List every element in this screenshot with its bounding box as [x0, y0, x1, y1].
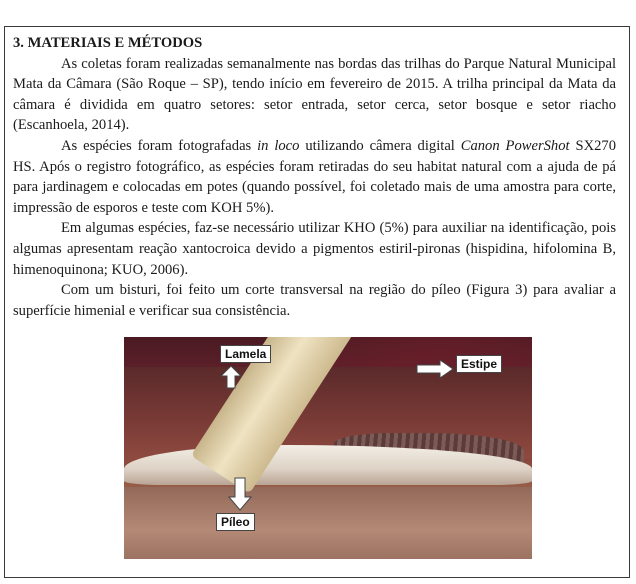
paragraph-2-a: As espécies foram fotografadas: [61, 137, 258, 154]
paragraph-4: Com um bisturi, foi feito um corte transversal na região do píleo (Figura 3) para avaliar a superfície himenial e verificar sua consistência.: [13, 282, 616, 319]
paragraph-3: Em algumas espécies, faz-se necessário utilizar KHO (5%) para auxiliar na identificação, pois algumas apresentam reação xantocroica devido a pigmentos estiril-pironas (hispidina, hifolomina B, himenoquinona; KUO, 2006).: [13, 220, 616, 278]
paragraph-2-italic-in-loco: in loco: [257, 137, 300, 154]
document-body: [13, 33, 616, 321]
paragraph-2: [13, 136, 616, 218]
paragraph-2-e: SX270 HS. Após o registro fotográfico, as espécies foram retiradas do seu habitat natural com a ajuda de pá para jardinagem e colocadas em potes (quando possível, foi coletado mais de uma amostra para corte, impressão de esporos e teste com KOH 5%).: [13, 137, 616, 216]
section-heading: 3. MATERIAIS E MÉTODOS: [13, 35, 203, 51]
arrow-down-icon: [228, 477, 252, 511]
arrow-up-icon: [220, 365, 242, 389]
label-lamela: Lamela: [220, 345, 271, 363]
paragraph-2-italic-camera: Canon PowerShot: [460, 137, 570, 154]
arrow-right-icon: [416, 359, 454, 379]
figure-mushroom-cross-section: [124, 337, 532, 559]
paragraph-1: As coletas foram realizadas semanalmente nas bordas das trilhas do Parque Natural Municipal Mata da Câmara (São Roque – SP), tendo início em fevereiro de 2015. A trilha principal da Mata da câmara é dividida em quatro setores: setor entrada, setor cerca, setor bosque e setor riacho (Escanhoela, 2014).: [13, 55, 616, 134]
label-pileo: Píleo: [216, 513, 255, 531]
figure-ground: [124, 487, 532, 559]
label-estipe: Estipe: [456, 355, 502, 373]
paragraph-2-c: utilizando câmera digital: [299, 137, 461, 154]
